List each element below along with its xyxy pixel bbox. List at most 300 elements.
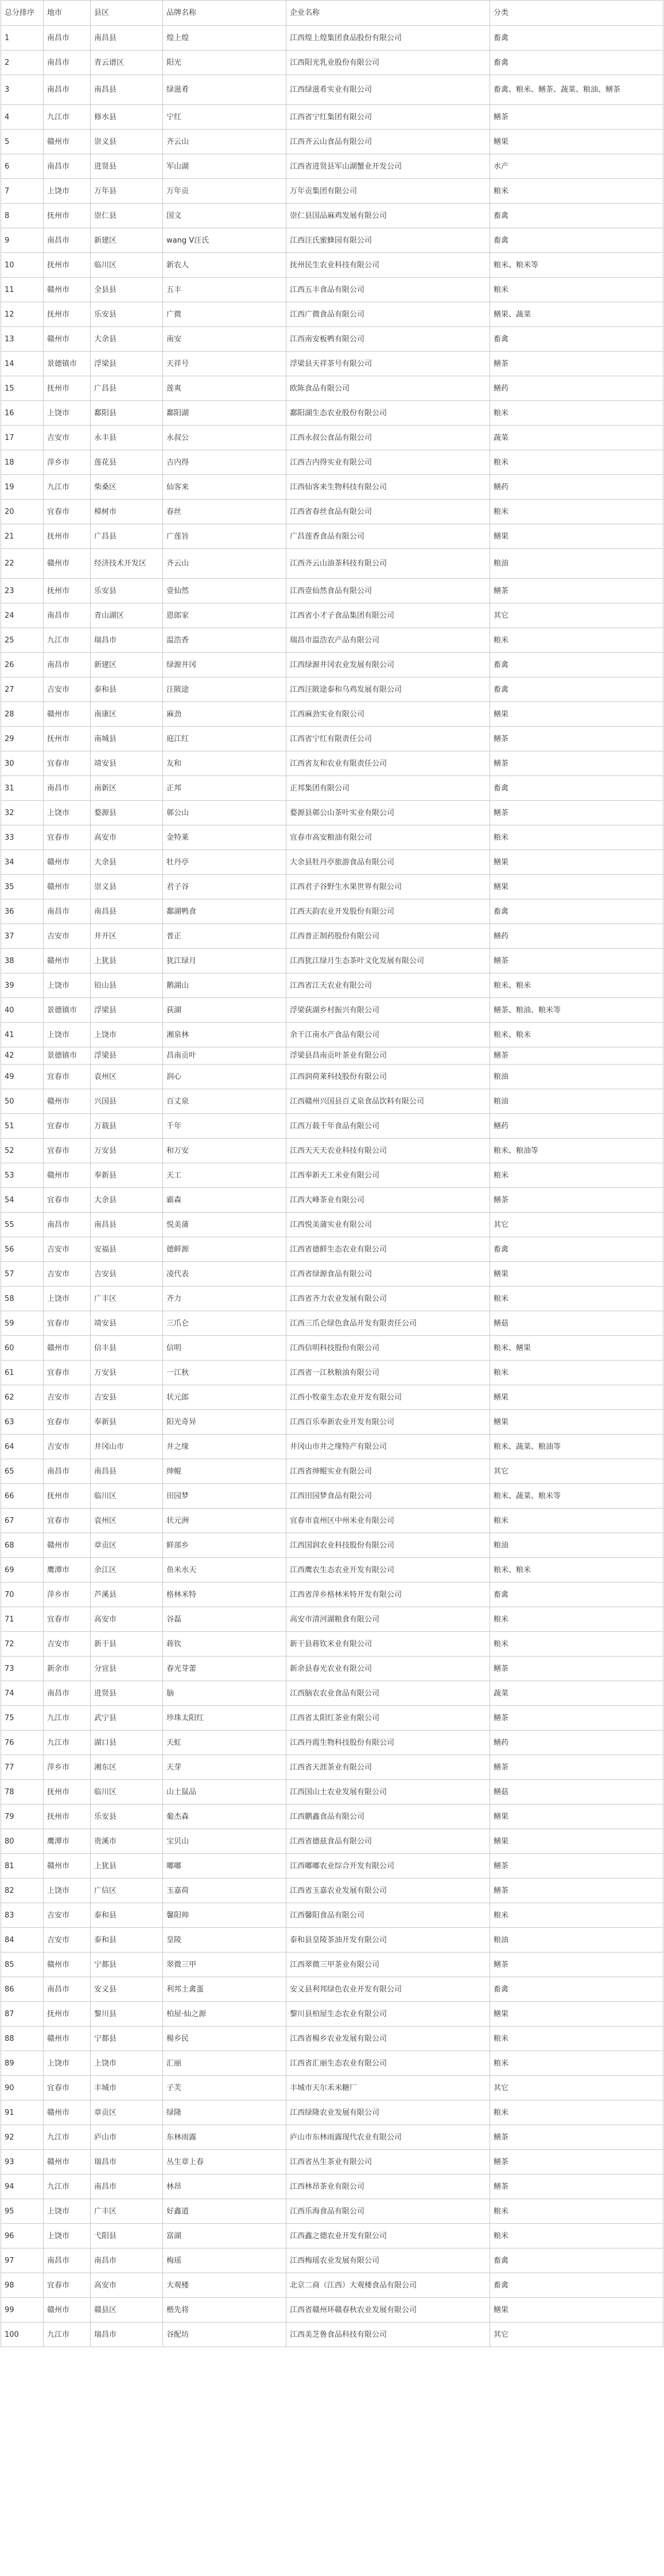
brand-cell: 霸森 [163,1188,286,1213]
category-cell: 粮米、粮米 [490,1023,663,1047]
table-row [1,154,663,179]
rank-cell: 58 [1,1287,44,1311]
rank-cell: 83 [1,1903,44,1928]
county-cell: 进贤县 [91,1681,163,1706]
company-cell: 江西省丛生茶业有限公司 [286,2150,490,2174]
category-cell: 鳝茶 [490,1755,663,1780]
rank-cell: 9 [1,228,44,253]
brand-cell: 绿滋肴 [163,75,286,105]
county-cell: 赣县区 [91,2298,163,2322]
category-cell: 蔬菜 [490,426,663,450]
city-cell: 宜春市 [44,1311,91,1336]
table-row [1,450,663,475]
brand-cell: 莲爽 [163,376,286,401]
city-cell: 吉安市 [44,677,91,702]
brand-cell: 汪陂途 [163,677,286,702]
rank-cell: 42 [1,1047,44,1065]
company-cell: 江西吉内得实业有限公司 [286,450,490,475]
category-cell: 粮油 [490,1928,663,1953]
company-cell: 江西省绿源食品有限公司 [286,1262,490,1287]
rank-cell: 14 [1,352,44,376]
category-cell: 鳝茶 [490,105,663,130]
county-cell: 大余县 [91,327,163,352]
table-row [1,1780,663,1805]
company-cell: 崇仁县国品麻鸡发展有限公司 [286,204,490,228]
rank-cell: 28 [1,702,44,727]
table-row [1,1755,663,1780]
rank-cell: 35 [1,875,44,899]
company-cell: 丰城市天尔禾米糖厂 [286,2076,490,2100]
brand-cell: 温浩香 [163,628,286,653]
county-cell: 新建区 [91,228,163,253]
city-cell: 抚州市 [44,253,91,278]
brand-cell: wang V汪氏 [163,228,286,253]
city-cell: 宜春市 [44,825,91,850]
company-cell: 江西赣州兴国县百丈泉食品饮料有限公司 [286,1089,490,1114]
company-cell: 安义县利邦绿色农业开发有限公司 [286,1977,490,2002]
rank-cell: 36 [1,899,44,924]
category-cell: 粮米、粮油等 [490,1139,663,1163]
brand-cell: 五丰 [163,278,286,302]
city-cell: 上饶市 [44,1879,91,1903]
table-row [1,105,663,130]
county-cell: 庐山市 [91,2125,163,2150]
brand-cell: 金特莱 [163,825,286,850]
category-cell: 水产 [490,154,663,179]
brand-cell: 德鲜源 [163,1237,286,1262]
company-cell: 高安市清河湖粮食有限公司 [286,1607,490,1632]
brand-cell: 阳光奇异 [163,1410,286,1435]
category-cell: 鳝果 [490,524,663,549]
category-cell: 粮米 [490,401,663,426]
county-cell: 新干县 [91,1632,163,1657]
county-cell: 莲花县 [91,450,163,475]
city-cell: 抚州市 [44,727,91,751]
table-row [1,75,663,105]
table-row [1,1213,663,1237]
brand-cell: 春丝 [163,500,286,524]
table-row [1,2026,663,2051]
company-cell: 江西翠微三甲茶业有限公司 [286,1953,490,1977]
rank-cell: 60 [1,1336,44,1361]
rank-cell: 50 [1,1089,44,1114]
table-row [1,1311,663,1336]
company-cell: 江西万载千年食品有限公司 [286,1114,490,1139]
brand-cell: 普正 [163,924,286,949]
category-cell: 粮米、粮米 [490,973,663,998]
company-cell: 浮梁县天祥茶号有限公司 [286,352,490,376]
category-cell: 鳝药 [490,376,663,401]
rank-cell: 8 [1,204,44,228]
brand-cell: 春光芽蕾 [163,1657,286,1681]
table-row [1,1361,663,1385]
city-cell: 抚州市 [44,1484,91,1509]
category-cell: 粮米、粮米等 [490,253,663,278]
company-cell: 江西美芝鲁食品科技有限公司 [286,2322,490,2347]
city-cell: 赣州市 [44,850,91,875]
city-cell: 南昌市 [44,776,91,801]
city-cell: 上饶市 [44,2224,91,2248]
county-header: 县区 [91,1,163,26]
city-cell: 上饶市 [44,801,91,825]
category-cell: 鳝果 [490,875,663,899]
county-cell: 临川区 [91,1484,163,1509]
brand-cell: 格林米特 [163,1583,286,1607]
category-cell: 鳝果 [490,1262,663,1287]
company-cell: 江西小牧童生态农业开发有限公司 [286,1385,490,1410]
company-cell: 鄱阳湖生态农业股份有限公司 [286,401,490,426]
city-cell: 赣州市 [44,1089,91,1114]
category-cell: 畜禽 [490,776,663,801]
county-cell: 丰城市 [91,2076,163,2100]
brand-cell: 新农人 [163,253,286,278]
company-cell: 江西省进贤县军山湖蟹业开发公司 [286,154,490,179]
company-cell: 江西仙客来生物科技有限公司 [286,475,490,500]
table-row [1,2199,663,2224]
city-cell: 南昌市 [44,2248,91,2273]
company-cell: 江西乐海食品有限公司 [286,2199,490,2224]
county-cell: 青云谱区 [91,50,163,75]
county-cell: 安福县 [91,1237,163,1262]
rank-cell: 57 [1,1262,44,1287]
city-cell: 宜春市 [44,1114,91,1139]
category-cell: 鳝果 [490,702,663,727]
rank-cell: 61 [1,1361,44,1385]
company-cell: 江西百乐奉新农业开发有限公司 [286,1410,490,1435]
county-cell: 南昌县 [91,1459,163,1484]
company-cell: 江西国润农业科技股份有限公司 [286,1533,490,1558]
category-cell: 鳝果 [490,850,663,875]
table-row [1,376,663,401]
city-cell: 南昌市 [44,603,91,628]
category-cell: 粮米 [490,1607,663,1632]
brand-cell: 绿源井冈 [163,653,286,677]
city-cell: 景德镇市 [44,352,91,376]
brand-cell: 山土鼠品 [163,1780,286,1805]
county-cell: 分宜县 [91,1657,163,1681]
county-cell: 南昌市 [91,2248,163,2273]
table-row [1,1928,663,1953]
county-cell: 靖安县 [91,1311,163,1336]
table-row [1,1385,663,1410]
company-cell: 宜春市高安粮油有限公司 [286,825,490,850]
category-cell: 粮米、蔬菜、粮米等 [490,1484,663,1509]
category-cell: 鳝茶 [490,1188,663,1213]
city-cell: 宜春市 [44,751,91,776]
category-cell: 粮米、粮米 [490,1558,663,1583]
county-cell: 泰和县 [91,1928,163,1953]
brand-cell: 东林雨露 [163,2125,286,2150]
company-cell: 浮梁县昌南贡叶茶业有限公司 [286,1047,490,1065]
category-header: 分类 [490,1,663,26]
table-row [1,653,663,677]
county-cell: 樟树市 [91,500,163,524]
company-cell: 广昌莲香食品有限公司 [286,524,490,549]
table-row [1,426,663,450]
rank-cell: 82 [1,1879,44,1903]
county-cell: 宁都县 [91,2026,163,2051]
category-cell: 畜禽 [490,2248,663,2273]
company-cell: 江西悦美蒲实业有限公司 [286,1213,490,1237]
brand-cell: 三爪仑 [163,1311,286,1336]
rank-cell: 18 [1,450,44,475]
company-cell: 万年贡集团有限公司 [286,179,490,204]
rank-cell: 79 [1,1805,44,1829]
table-row [1,1163,663,1188]
company-cell: 江西嘟嘟农业综合开发有限公司 [286,1854,490,1879]
table-row [1,50,663,75]
county-cell: 高安市 [91,825,163,850]
county-cell: 宁都县 [91,1953,163,1977]
city-cell: 赣州市 [44,130,91,154]
rank-cell: 92 [1,2125,44,2150]
city-cell: 九江市 [44,2322,91,2347]
category-cell: 鳝药 [490,475,663,500]
county-cell: 湖口县 [91,1731,163,1755]
table-row [1,2150,663,2174]
brand-cell: 昌南贡叶 [163,1047,286,1065]
rank-cell: 96 [1,2224,44,2248]
table-row [1,1262,663,1287]
table-row [1,677,663,702]
rank-cell: 70 [1,1583,44,1607]
brand-cell: 谷磊 [163,1607,286,1632]
brand-cell: 丛生章上春 [163,2150,286,2174]
brand-cell: 信明 [163,1336,286,1361]
category-cell: 鳝菇 [490,1780,663,1805]
brand-cell: 鄱阳湖 [163,401,286,426]
category-cell: 其它 [490,1459,663,1484]
company-cell: 江西齐云山油茶科技有限公司 [286,549,490,579]
company-cell: 江西省天涯茶业有限公司 [286,1755,490,1780]
county-cell: 余江区 [91,1558,163,1583]
table-row [1,702,663,727]
category-cell: 畜禽 [490,228,663,253]
table-row [1,1459,663,1484]
company-cell: 抚州民生农业科技有限公司 [286,253,490,278]
table-row [1,1583,663,1607]
rank-cell: 22 [1,549,44,579]
category-cell: 鳝果 [490,1805,663,1829]
city-cell: 宜春市 [44,2273,91,2298]
table-row [1,1336,663,1361]
county-cell: 武宁县 [91,1706,163,1731]
brand-cell: 玉嘉荷 [163,1879,286,1903]
city-cell: 赣州市 [44,949,91,973]
county-cell: 婺源县 [91,801,163,825]
table-row [1,2298,663,2322]
category-cell: 畜禽、粮米、鳝茶、蔬菜、粮油、鳝茶 [490,75,663,105]
table-header-row [1,1,663,26]
table-row [1,1854,663,1879]
category-cell: 粮米 [490,825,663,850]
rank-cell: 38 [1,949,44,973]
category-cell: 蔬菜 [490,1681,663,1706]
company-cell: 江西省春丝食品有限公司 [286,500,490,524]
brand-cell: 嘟嘟 [163,1854,286,1879]
category-cell: 粮油 [490,1533,663,1558]
rank-cell: 91 [1,2100,44,2125]
city-cell: 赣州市 [44,2100,91,2125]
company-cell: 江西普正制药股份有限公司 [286,924,490,949]
county-cell: 井开区 [91,924,163,949]
company-cell: 江西林昂茶业有限公司 [286,2174,490,2199]
city-cell: 赣州市 [44,1953,91,1977]
category-cell: 粮油 [490,549,663,579]
table-body [1,26,663,2347]
rank-cell: 66 [1,1484,44,1509]
city-cell: 赣州市 [44,549,91,579]
rank-cell: 41 [1,1023,44,1047]
city-cell: 上饶市 [44,401,91,426]
brand-cell: 阳光 [163,50,286,75]
city-cell: 上饶市 [44,2199,91,2224]
company-cell: 江西绿源井冈农业发展有限公司 [286,653,490,677]
company-cell: 江西信明科技股份有限公司 [286,1336,490,1361]
rank-cell: 29 [1,727,44,751]
brand-cell: 和万安 [163,1139,286,1163]
table-row [1,2248,663,2273]
city-cell: 赣州市 [44,2026,91,2051]
rank-cell: 12 [1,302,44,327]
table-row [1,2224,663,2248]
category-cell: 鳝果 [490,2002,663,2026]
city-cell: 赣州市 [44,2150,91,2174]
category-cell: 粮米 [490,1903,663,1928]
category-cell: 粮米 [490,500,663,524]
rank-cell: 15 [1,376,44,401]
brand-cell: 千年 [163,1114,286,1139]
brand-cell: 绅鲲 [163,1459,286,1484]
category-cell: 粮米 [490,628,663,653]
county-cell: 崇义县 [91,875,163,899]
company-cell: 江西奉新天工米业有限公司 [286,1163,490,1188]
brand-cell: 广莲旨 [163,524,286,549]
county-cell: 湘东区 [91,1755,163,1780]
table-row [1,278,663,302]
city-cell: 景德镇市 [44,1047,91,1065]
brand-cell: 田园梦 [163,1484,286,1509]
county-cell: 经济技术开发区 [91,549,163,579]
company-cell: 新余县春光农业有限公司 [286,1657,490,1681]
rank-cell: 26 [1,653,44,677]
rank-cell: 2 [1,50,44,75]
county-cell: 高安市 [91,1607,163,1632]
city-cell: 吉安市 [44,1385,91,1410]
county-cell: 浮梁县 [91,352,163,376]
company-cell: 江西鹏鑫食品有限公司 [286,1805,490,1829]
rank-cell: 94 [1,2174,44,2199]
category-cell: 鳝茶 [490,2150,663,2174]
city-cell: 宜春市 [44,500,91,524]
brand-cell: 南安 [163,327,286,352]
company-cell: 江西君子谷野生水果世界有限公司 [286,875,490,899]
table-row [1,1065,663,1089]
category-cell: 鳝茶、粮油、粮米等 [490,998,663,1023]
brand-cell: 牡丹亭 [163,850,286,875]
table-row [1,1023,663,1047]
table-row [1,603,663,628]
city-cell: 吉安市 [44,1237,91,1262]
county-cell: 永丰县 [91,426,163,450]
brand-cell: 国文 [163,204,286,228]
rank-cell: 78 [1,1780,44,1805]
table-row [1,1879,663,1903]
table-row [1,253,663,278]
city-cell: 赣州市 [44,1163,91,1188]
company-cell: 江西省绅鲲实业有限公司 [286,1459,490,1484]
category-cell: 畜禽 [490,653,663,677]
rank-cell: 63 [1,1410,44,1435]
city-cell: 南昌市 [44,75,91,105]
county-cell: 安义县 [91,1977,163,2002]
city-cell: 南昌市 [44,653,91,677]
brand-cell: 状元洲 [163,1509,286,1533]
city-cell: 抚州市 [44,1805,91,1829]
category-cell: 其它 [490,2076,663,2100]
rank-cell: 67 [1,1509,44,1533]
category-cell: 畜禽 [490,26,663,50]
category-cell: 粮米 [490,1163,663,1188]
brand-cell: 鹅湖山 [163,973,286,998]
table-row [1,1139,663,1163]
city-cell: 宜春市 [44,1607,91,1632]
county-cell: 奉新县 [91,1163,163,1188]
brand-cell: 皇陵 [163,1928,286,1953]
rank-cell: 32 [1,801,44,825]
rank-cell: 81 [1,1854,44,1879]
county-cell: 贵溪市 [91,1829,163,1854]
rank-cell: 10 [1,253,44,278]
table-row [1,524,663,549]
company-cell: 江西省德兹食品有限公司 [286,1829,490,1854]
rank-cell: 73 [1,1657,44,1681]
rank-cell: 95 [1,2199,44,2224]
company-cell: 江西煌上煌集团食品股份有限公司 [286,26,490,50]
table-row [1,2174,663,2199]
city-cell: 九江市 [44,475,91,500]
city-cell: 赣州市 [44,1336,91,1361]
brand-cell: 蒋钦 [163,1632,286,1657]
county-cell: 广昌县 [91,376,163,401]
county-cell: 乐安县 [91,1805,163,1829]
brand-ranking-table [1,0,663,2347]
city-cell: 抚州市 [44,524,91,549]
rank-cell: 65 [1,1459,44,1484]
company-cell: 欧陈食品有限公司 [286,376,490,401]
table-row [1,500,663,524]
brand-cell: 齐云山 [163,130,286,154]
city-cell: 景德镇市 [44,998,91,1023]
brand-cell: 柏屋·仙之源 [163,2002,286,2026]
city-cell: 九江市 [44,1731,91,1755]
county-cell: 万安县 [91,1361,163,1385]
county-cell: 柴桑区 [91,475,163,500]
category-cell: 鳝果 [490,2298,663,2322]
brand-cell: 汇丽 [163,2051,286,2076]
county-cell: 上犹县 [91,1854,163,1879]
rank-cell: 31 [1,776,44,801]
city-cell: 吉安市 [44,1632,91,1657]
brand-cell: 煌上煌 [163,26,286,50]
city-cell: 宜春市 [44,1361,91,1385]
rank-header: 总分排序 [1,1,44,26]
brand-cell: 庭江红 [163,727,286,751]
brand-cell: 鄱湖鸭食 [163,899,286,924]
county-cell: 乐安县 [91,579,163,603]
brand-cell: 凌代表 [163,1262,286,1287]
county-cell: 泰和县 [91,677,163,702]
